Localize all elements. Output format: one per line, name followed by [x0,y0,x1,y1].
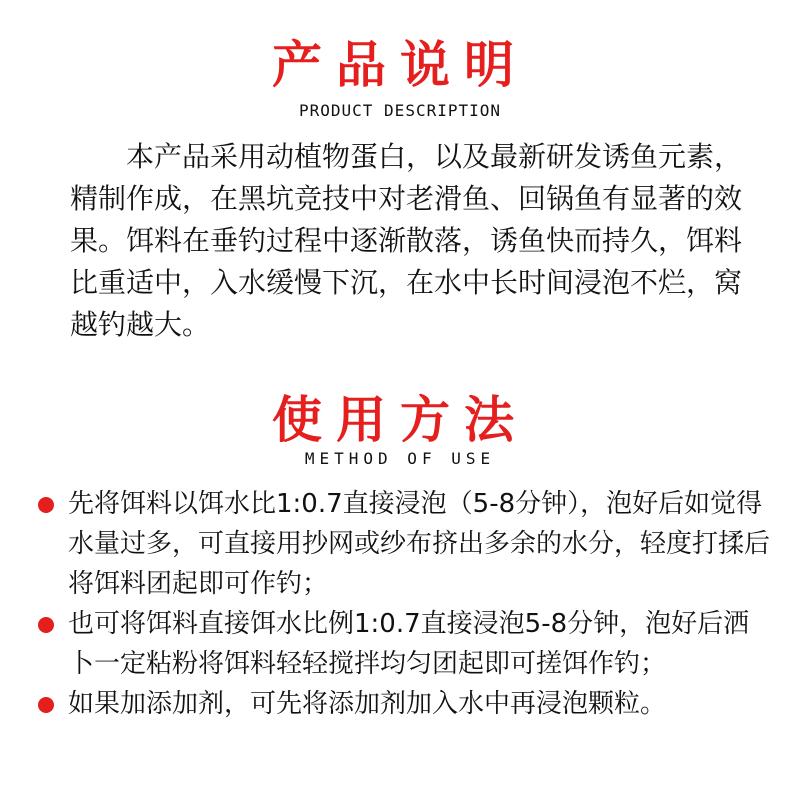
product-description-title: 产品说明 [272,36,528,94]
usage-step-text: 先将饵料以饵水比1:0.7直接浸泡（5-8分钟），泡好后如觉得水量过多，可直接用抄网或纱布挤出多余的水分，轻度打揉后将饵料团起即可作钓； [68,489,771,599]
red-dot-icon [38,497,54,513]
method-of-use-title: 使用方法 [272,391,528,449]
usage-step-text: 如果加添加剂，可先将添加剂加入水中再浸泡颗粒。 [68,689,667,719]
red-dot-icon [38,697,54,713]
usage-step-1 [38,484,770,604]
usage-step-3 [38,684,770,724]
usage-step-2 [38,604,770,684]
usage-step-text: 也可将饵料直接饵水比例1:0.7直接浸泡5-8分钟，泡好后洒卜一定粘粉将饵料轻轻搅拌均匀团起即可搓饵作钓； [68,609,750,679]
product-description-text: 本产品采用动植物蛋白，以及最新研发诱鱼元素，精制作成，在黑坑竞技中对老滑鱼、回锅鱼有显著的效果。饵料在垂钓过程中逐渐散落，诱鱼快而持久，饵料比重适中，入水缓慢下沉，在水中长时间浸泡不烂，窝越钓越大。 [70,140,743,341]
red-dot-icon [38,617,54,633]
usage-instructions-list [38,484,770,724]
method-of-use-subtitle: METHOD OF USE [304,449,496,468]
product-description-subtitle: PRODUCT DESCRIPTION [298,101,502,120]
